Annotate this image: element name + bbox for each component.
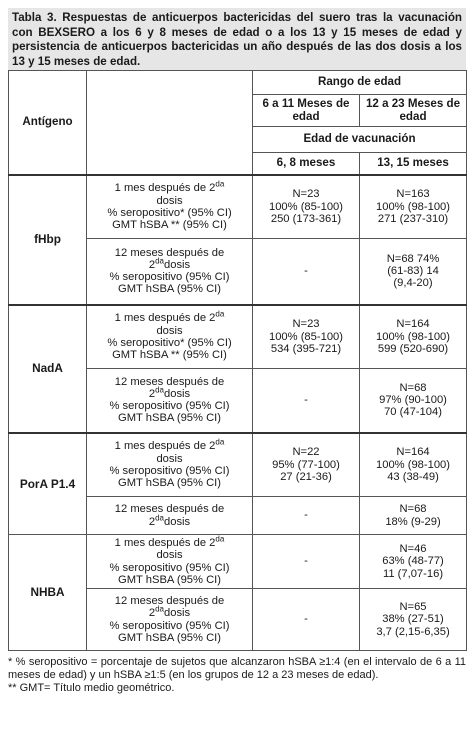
value-line: N=68 (399, 381, 427, 394)
value-cell (253, 305, 360, 369)
label-text: 2 (148, 259, 156, 272)
label-text: GMT hSBA (95% CI) (118, 283, 221, 296)
timepoint-label (87, 175, 253, 239)
footnotes (8, 656, 466, 695)
value-cell (253, 433, 360, 497)
value-line: 100% (98-100) (376, 200, 451, 213)
label-text: 1 mes después de 2 (114, 537, 216, 550)
value-cell (360, 497, 467, 535)
value-line: 63% (48-77) (382, 555, 444, 568)
value-line: N=22 (292, 446, 320, 459)
value-cell: - (253, 369, 360, 433)
age-range-header: Rango de edad (253, 71, 467, 95)
superscript: da (215, 179, 225, 189)
superscript: da (155, 256, 164, 266)
value-cell (360, 239, 467, 305)
value-line: 43 (38-49) (387, 470, 439, 483)
timepoint-label (87, 305, 253, 369)
timepoint-label (87, 589, 253, 651)
value-line: 27 (21-36) (280, 470, 332, 483)
table-caption: Tabla 3. Respuestas de anticuerpos bactericidas del suero tras la vacunación con BEXSERO a los 6 y 8 meses de edad o a los 13 y 15 meses de edad y persistencia de anticuerpos bactericidas un año después de las dos dosis a los 13 y 15 meses de edad. (8, 8, 466, 70)
value-cell (253, 175, 360, 239)
age-range-col1: 6 a 11 Meses de edad (253, 95, 360, 127)
antigen-nhba: NHBA (9, 535, 87, 651)
antigen-fhbp: fHbp (9, 175, 87, 305)
age-range-col2: 12 a 23 Meses de edad (360, 95, 467, 127)
timepoint-label (87, 433, 253, 497)
label-text: % seropositivo (95% CI) (109, 400, 230, 413)
value-line: 534 (395-721) (270, 342, 342, 355)
superscript: da (155, 604, 164, 614)
value-line: (61-83) 14 (387, 265, 439, 278)
antigen-header: Antígeno (9, 71, 87, 175)
value-line: 100% (98-100) (376, 330, 451, 343)
value-line: N=163 (396, 188, 430, 201)
value-line: 18% (9-29) (385, 515, 441, 528)
value-cell: - (253, 497, 360, 535)
superscript: da (215, 534, 225, 544)
label-text: dosis (156, 452, 183, 465)
label-text: GMT hSBA (95% CI) (118, 412, 221, 425)
label-text: 12 meses después de (114, 503, 225, 516)
label-text: 12 meses después de (114, 595, 225, 608)
vaccination-age-header: Edad de vacunación (253, 127, 467, 153)
value-cell (360, 535, 467, 589)
label-text: dosis (164, 259, 191, 272)
label-text: % seropositivo* (95% CI) (107, 336, 232, 349)
value-cell: - (253, 589, 360, 651)
label-text: GMT hSBA (95% CI) (118, 573, 221, 586)
value-line: 70 (47-104) (384, 406, 442, 419)
timepoint-label (87, 497, 253, 535)
value-line: N=46 (399, 543, 427, 556)
value-cell (360, 369, 467, 433)
timepoint-label (87, 535, 253, 589)
label-text: GMT hSBA (95% CI) (118, 476, 221, 489)
value-line: 271 (237-310) (377, 212, 449, 225)
label-text: dosis (164, 515, 191, 528)
value-cell (360, 175, 467, 239)
label-text: dosis (156, 194, 183, 207)
value-line: 599 (520-690) (377, 342, 449, 355)
label-text: 2 (148, 515, 156, 528)
value-line: N=23 (292, 188, 320, 201)
footnote-gmt: ** GMT= Título medio geométrico. (8, 682, 175, 694)
value-line: 95% (77-100) (272, 458, 340, 471)
table-row (9, 433, 467, 497)
value-cell: - (253, 535, 360, 589)
antigen-pora: PorA P1.4 (9, 433, 87, 535)
table-row (9, 305, 467, 369)
value-line: 250 (173-361) (270, 212, 342, 225)
superscript: da (155, 512, 164, 522)
label-text: 2 (148, 388, 156, 401)
vaccination-age-col2: 13, 15 meses (360, 153, 467, 175)
value-cell: - (253, 239, 360, 305)
timepoint-label (87, 369, 253, 433)
table-row (9, 175, 467, 239)
value-line: (9,4-20) (393, 277, 433, 290)
label-text: GMT hSBA ** (95% CI) (112, 348, 227, 361)
value-line: N=68 (399, 503, 427, 516)
label-text: 1 mes después de 2 (114, 312, 216, 325)
superscript: da (155, 385, 164, 395)
table-row (9, 535, 467, 589)
label-text: GMT hSBA ** (95% CI) (112, 218, 227, 231)
value-line: 100% (85-100) (268, 330, 343, 343)
value-line: N=23 (292, 318, 320, 331)
superscript: da (215, 437, 225, 447)
value-line: N=68 74% (386, 252, 440, 265)
value-line: 100% (85-100) (268, 200, 343, 213)
footnote-seropositive: * % seropositivo = porcentaje de sujetos que alcanzaron hSBA ≥1:4 (en el intervalo de 6 a 11 meses de edad) y un hSBA ≥1:5 (en los grupos de 12 a 23 meses de edad). (8, 656, 466, 681)
timepoint-label (87, 239, 253, 305)
antigen-nada: NadA (9, 305, 87, 433)
label-text: % seropositivo (95% CI) (109, 464, 230, 477)
value-line: N=65 (399, 601, 427, 614)
value-cell (360, 589, 467, 651)
label-text: dosis (164, 388, 191, 401)
label-text: dosis (156, 549, 183, 562)
label-text: % seropositivo* (95% CI) (107, 206, 232, 219)
label-text: 1 mes después de 2 (114, 182, 216, 195)
label-text: GMT hSBA (95% CI) (118, 631, 221, 644)
value-line: N=164 (396, 318, 430, 331)
superscript: da (215, 309, 225, 319)
label-text: 1 mes después de 2 (114, 440, 216, 453)
label-text: dosis (164, 607, 191, 620)
label-text: 2 (148, 607, 156, 620)
value-cell (360, 305, 467, 369)
label-text: 12 meses después de (114, 246, 225, 259)
label-text: % seropositivo (95% CI) (109, 271, 230, 284)
label-text: % seropositivo (95% CI) (109, 619, 230, 632)
value-line: 11 (7,07-16) (382, 567, 444, 580)
label-text: dosis (156, 324, 183, 337)
results-table (8, 70, 467, 651)
label-text: 12 meses después de (114, 375, 225, 388)
label-text: % seropositivo (95% CI) (109, 561, 230, 574)
value-line: 100% (98-100) (376, 458, 451, 471)
value-line: N=164 (396, 446, 430, 459)
empty-header-cell (87, 71, 253, 175)
vaccination-age-col1: 6, 8 meses (253, 153, 360, 175)
value-cell (360, 433, 467, 497)
value-line: 3,7 (2,15-6,35) (376, 625, 450, 638)
value-line: 97% (90-100) (379, 394, 447, 407)
value-line: 38% (27-51) (382, 613, 444, 626)
